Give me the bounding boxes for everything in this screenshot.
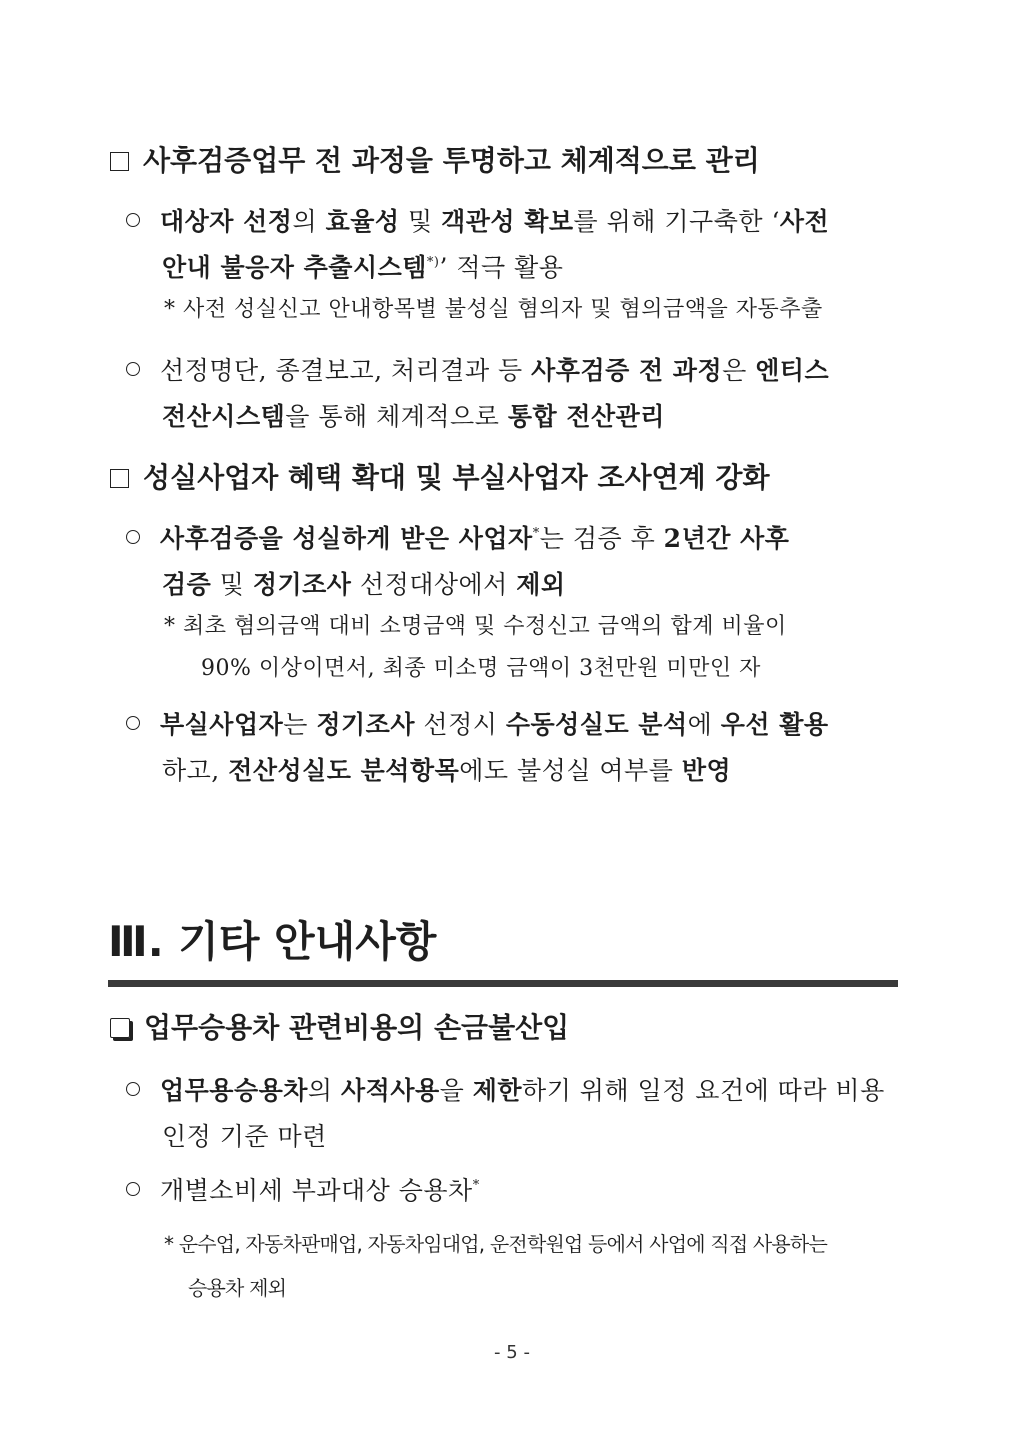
- square-bullet-icon: [110, 469, 129, 488]
- text: 개별소비세 부과대상 승용차: [160, 1176, 473, 1205]
- bold-text: 전산성실도 분석항목: [228, 756, 460, 785]
- section-divider: [108, 980, 898, 987]
- circle-bullet-icon: [126, 530, 140, 544]
- footnote-ratio-criteria: [164, 606, 899, 690]
- circle-bullet-icon: [126, 716, 140, 730]
- bold-text: 사전: [779, 207, 830, 236]
- text: 및: [211, 570, 253, 599]
- footnote-line: 90% 이상이면서, 최종 미소명 금액이 3천만원 미만인 자: [201, 656, 761, 681]
- text: 의: [307, 1076, 342, 1105]
- circle-bullet-icon: [126, 362, 140, 376]
- bullet-item-entis-system: [126, 348, 901, 440]
- text: 의: [292, 207, 326, 236]
- heading-text: 성실사업자 혜택 확대 및 부실사업자 조사연계 강화: [143, 461, 770, 494]
- bold-text: 우선 활용: [720, 710, 829, 739]
- bold-text: 사후검증 전 과정: [531, 356, 723, 385]
- bullet-item-excise-tax-car: [126, 1168, 901, 1214]
- footnote-excluded-industries: [164, 1222, 899, 1310]
- bold-text: 정기조사: [316, 710, 415, 739]
- square-bullet-icon: [110, 152, 129, 171]
- bold-text: 반영: [681, 756, 732, 785]
- footnote-mark: *: [532, 526, 540, 541]
- text: 선정명단, 종결보고, 처리결과 등: [160, 356, 532, 385]
- text: 하기 위해 일정 요건에 따라 비용: [522, 1076, 885, 1105]
- text: 하고,: [162, 756, 229, 785]
- text: 및: [399, 207, 442, 236]
- subheading-sincere-business-benefits: [110, 460, 900, 496]
- subheading-transparent-management: [110, 143, 900, 179]
- text: 에: [687, 710, 721, 739]
- bold-text: 객관성 확보: [441, 207, 574, 236]
- bold-text: 통합 전산관리: [507, 402, 665, 431]
- shadow-square-bullet-icon: [110, 1018, 130, 1038]
- bold-text: 엔티스: [755, 356, 830, 385]
- bullet-item-private-use-limit: [126, 1068, 901, 1160]
- text: 는: [283, 710, 317, 739]
- footnote-line: * 운수업, 자동차판매업, 자동차임대업, 운전학원업 등에서 사업에 직접 사용하는: [164, 1232, 827, 1256]
- bold-text: 사후검증을 성실하게 받은 사업자: [160, 524, 533, 553]
- footnote-mark: *: [472, 1178, 480, 1193]
- text: 는 검증 후: [539, 524, 664, 553]
- bold-text: 부실사업자: [160, 710, 284, 739]
- circle-bullet-icon: [126, 213, 140, 227]
- bold-text: 전산시스템: [162, 402, 286, 431]
- bullet-item-exemption: [126, 516, 901, 608]
- bold-text: 업무용승용차: [160, 1076, 308, 1105]
- bold-text: 효율성: [325, 207, 400, 236]
- text: 를 위해 기구축한 ‘: [573, 207, 780, 236]
- bold-text: 사적사용: [341, 1076, 440, 1105]
- bullet-item-target-selection: [126, 199, 901, 291]
- bold-text: 정기조사: [252, 570, 352, 599]
- bold-text: 제외: [516, 570, 566, 599]
- bold-text: 대상자 선정: [160, 207, 293, 236]
- circle-bullet-icon: [126, 1082, 140, 1096]
- text: 은: [722, 356, 756, 385]
- bold-text: 제한: [472, 1076, 523, 1105]
- text: 을: [439, 1076, 473, 1105]
- text: 선정대상에서: [351, 570, 517, 599]
- footnote-line: 승용차 제외: [188, 1276, 287, 1300]
- bullet-item-poor-business: [126, 702, 901, 794]
- subheading-business-car: [110, 1010, 900, 1046]
- text: 선정시: [414, 710, 506, 739]
- footnote-mark: *): [426, 255, 440, 270]
- text: 인정 기준 마련: [162, 1122, 327, 1151]
- text: ’ 적극 활용: [439, 253, 564, 282]
- footnote-auto-extract: * 사전 성실신고 안내항목별 불성실 혐의자 및 혐의금액을 자동추출: [164, 297, 823, 322]
- bold-text: 2년간 사후: [663, 524, 790, 553]
- text: 에도 불성실 여부를: [459, 756, 682, 785]
- page-number: - 5 -: [494, 1342, 530, 1363]
- circle-bullet-icon: [126, 1182, 140, 1196]
- bold-text: 수동성실도 분석: [505, 710, 688, 739]
- heading-text: 사후검증업무 전 과정을 투명하고 체계적으로 관리: [143, 144, 760, 177]
- bold-text: 검증: [162, 570, 212, 599]
- heading-text: 업무승용차 관련비용의 손금불산입: [144, 1011, 570, 1044]
- bold-text: 안내 불응자 추출시스템: [162, 253, 427, 282]
- section-title: Ⅲ. 기타 안내사항: [108, 917, 437, 966]
- text: 을 통해 체계적으로: [285, 402, 508, 431]
- footnote-line: * 최초 혐의금액 대비 소명금액 및 수정신고 금액의 합계 비율이: [164, 614, 787, 639]
